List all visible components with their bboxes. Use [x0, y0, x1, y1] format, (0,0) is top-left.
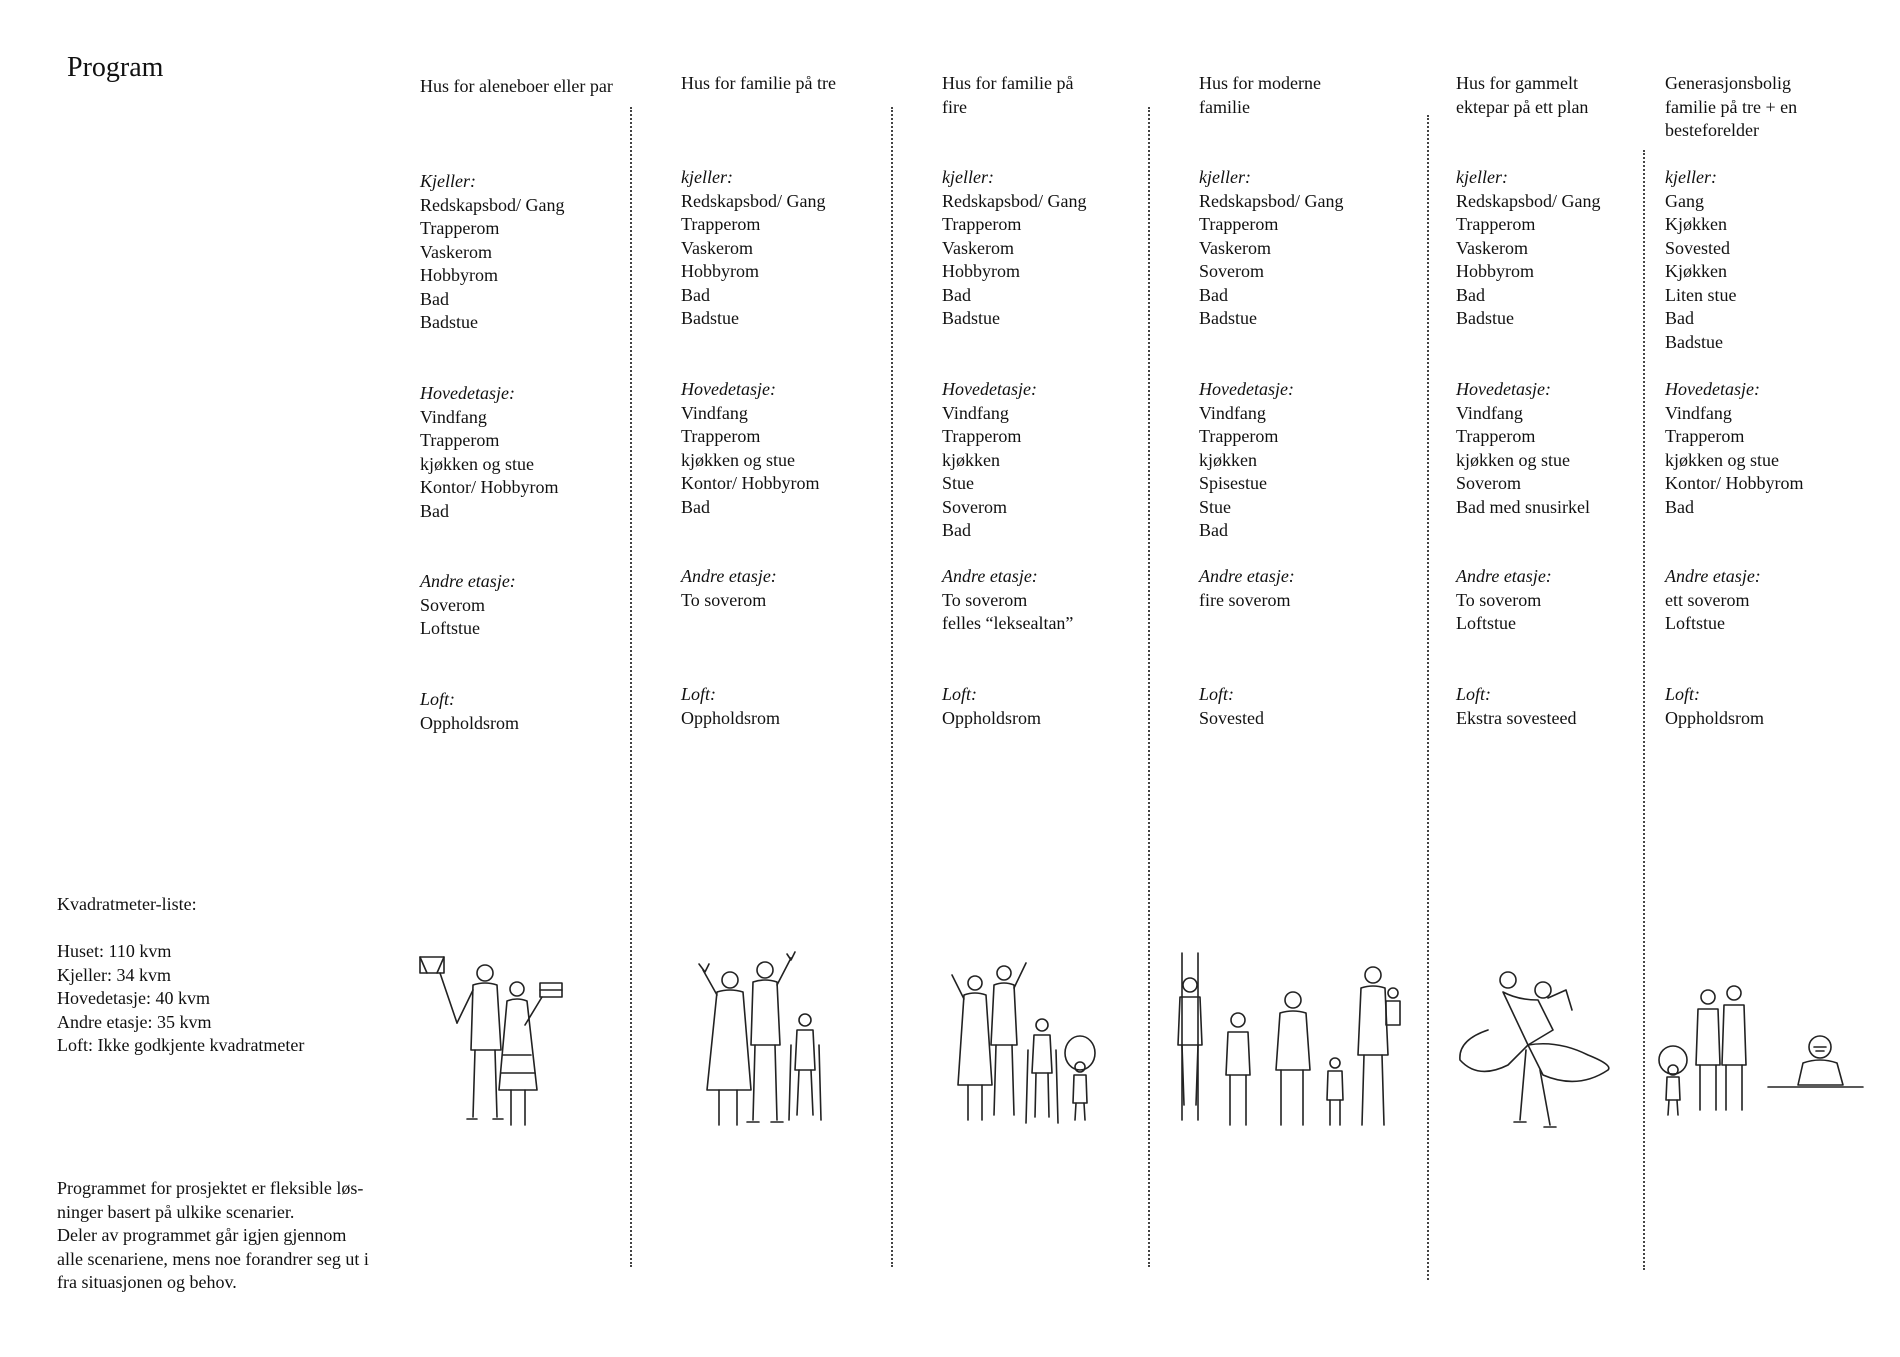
section-label: Loft:: [1665, 684, 1701, 704]
old-couple-dancing-figure: [1448, 970, 1618, 1145]
room-item: Trapperom: [1456, 426, 1536, 446]
room-item: Trapperom: [420, 430, 500, 450]
room-item: Badstue: [1199, 308, 1257, 328]
section-label: Andre etasje:: [1456, 566, 1552, 586]
section-second-floor: [420, 570, 650, 641]
room-item: Vindfang: [942, 402, 1009, 423]
section-label: Andre etasje:: [420, 571, 516, 591]
room-item: Vaskerom: [681, 237, 753, 258]
section-main-floor: [942, 378, 1172, 543]
description-line: fra situasjonen og behov.: [57, 1272, 237, 1292]
column-heading: Hus for aleneboer eller par: [420, 76, 613, 96]
section-label: Loft:: [420, 689, 456, 709]
room-item: Bad: [942, 520, 971, 540]
section-label: Andre etasje:: [681, 566, 777, 586]
section-label: Hovedetasje:: [942, 379, 1037, 399]
room-item: Trapperom: [420, 218, 500, 238]
room-item: Vindfang: [1199, 402, 1266, 423]
room-item: Trapperom: [1199, 214, 1279, 234]
description-line: Deler av programmet går igjen gjennom: [57, 1225, 347, 1245]
room-item: Vindfang: [1665, 402, 1732, 423]
room-item: ett soverom: [1665, 589, 1750, 610]
room-item: Trapperom: [1665, 426, 1745, 446]
room-item: To soverom: [681, 589, 767, 610]
section-main-floor: [681, 378, 911, 519]
section-label: Hovedetasje:: [420, 383, 515, 403]
generation-family-figure: [1648, 985, 1868, 1125]
column-heading: Hus for familie på tre: [681, 73, 836, 93]
room-item: To soverom: [1456, 589, 1542, 610]
section-attic: [1665, 683, 1895, 730]
section-label: kjeller:: [681, 167, 733, 187]
room-item: Trapperom: [942, 214, 1022, 234]
room-item: Oppholdsrom: [1665, 707, 1764, 728]
section-label: Loft:: [681, 684, 717, 704]
room-item: Loftstue: [1456, 613, 1516, 633]
room-item: Redskapsbod/ Gang: [420, 194, 565, 215]
room-item: kjøkken og stue: [420, 453, 534, 474]
room-item: Soverom: [1456, 473, 1521, 493]
section-label: Andre etasje:: [1665, 566, 1761, 586]
area-list-item: Huset: 110 kvm: [57, 941, 172, 961]
section-label: kjeller:: [942, 167, 994, 187]
section-label: Andre etasje:: [1199, 566, 1295, 586]
section-attic: [420, 688, 650, 735]
room-item: Badstue: [942, 308, 1000, 328]
room-item: Oppholdsrom: [942, 707, 1041, 728]
room-item: kjøkken og stue: [1665, 449, 1779, 470]
area-list-item: Loft: Ikke godkjente kvadratmeter: [57, 1035, 305, 1055]
room-item: Hobbyrom: [942, 261, 1020, 281]
area-list-item: Hovedetasje: 40 kvm: [57, 988, 210, 1008]
room-item: Loftstue: [420, 618, 480, 638]
section-label: kjeller:: [1199, 167, 1251, 187]
section-second-floor: [1456, 565, 1686, 636]
column-heading: Generasjonsbolig familie på tre + en besteforelder: [1665, 73, 1798, 140]
room-item: Bad: [1456, 284, 1485, 305]
room-item: Soverom: [1199, 261, 1264, 281]
room-item: Oppholdsrom: [681, 707, 780, 728]
section-second-floor: [681, 565, 911, 612]
section-main-floor: [1199, 378, 1429, 543]
section-second-floor: [942, 565, 1172, 636]
section-main-floor: [1456, 378, 1686, 519]
section-label: Loft:: [942, 684, 978, 704]
room-item: Oppholdsrom: [420, 712, 519, 733]
column-heading: Hus for moderne familie: [1199, 73, 1321, 117]
page-title: Program: [67, 52, 164, 83]
program-description: [57, 1177, 369, 1295]
area-list-item: Kjeller: 34 kvm: [57, 964, 171, 985]
room-item: Trapperom: [1456, 214, 1536, 234]
room-item: Bad med snusirkel: [1456, 496, 1590, 517]
room-item: kjøkken: [942, 449, 1000, 470]
section-label: Hovedetasje:: [681, 379, 776, 399]
area-list-title: Kvadratmeter-liste:: [57, 894, 197, 914]
section-attic: [1456, 683, 1686, 730]
room-item: Liten stue: [1665, 284, 1737, 305]
room-item: Trapperom: [1199, 426, 1279, 446]
description-line: ninger basert på ulkike scenarier.: [57, 1201, 295, 1222]
room-item: Sovested: [1665, 237, 1730, 258]
column-divider: [1643, 150, 1645, 1270]
room-item: Redskapsbod/ Gang: [681, 190, 826, 211]
section-label: Hovedetasje:: [1199, 379, 1294, 399]
area-list-item: Andre etasje: 35 kvm: [57, 1011, 212, 1032]
room-item: Redskapsbod/ Gang: [942, 190, 1087, 211]
room-item: Badstue: [1456, 308, 1514, 328]
section-attic: [1199, 683, 1429, 730]
column-divider: [891, 107, 893, 1267]
column-heading: Hus for gammelt ektepar på ett plan: [1456, 73, 1589, 117]
family-of-four-figure: [940, 955, 1110, 1140]
room-item: Bad: [1665, 308, 1694, 328]
section-label: Hovedetasje:: [1456, 379, 1551, 399]
section-basement: [681, 166, 911, 331]
room-item: Trapperom: [681, 214, 761, 234]
room-item: Bad: [1199, 520, 1228, 540]
section-main-floor: [420, 382, 650, 523]
room-item: Stue: [942, 473, 975, 493]
room-item: Kontor/ Hobbyrom: [1665, 473, 1804, 493]
room-item: felles “leksealtan”: [942, 613, 1074, 633]
section-second-floor: [1199, 565, 1429, 612]
column-divider: [630, 107, 632, 1267]
room-item: Kjøkken: [1665, 214, 1727, 234]
room-item: Sovested: [1199, 707, 1264, 728]
room-item: Vindfang: [681, 402, 748, 423]
section-label: Loft:: [1456, 684, 1492, 704]
section-second-floor: [1665, 565, 1895, 636]
section-label: Hovedetasje:: [1665, 379, 1760, 399]
room-item: Bad: [420, 288, 449, 309]
room-item: Bad: [681, 496, 710, 517]
room-item: Bad: [1665, 496, 1694, 517]
room-item: Hobbyrom: [681, 261, 759, 281]
room-item: Kontor/ Hobbyrom: [420, 477, 559, 497]
room-item: Bad: [420, 500, 449, 521]
room-item: Kjøkken: [1665, 261, 1727, 281]
section-attic: [681, 683, 911, 730]
room-item: Badstue: [681, 308, 739, 328]
section-label: Loft:: [1199, 684, 1235, 704]
section-main-floor: [1665, 378, 1895, 519]
column-heading: Hus for familie på fire: [942, 73, 1074, 117]
couple-with-flags-figure: [415, 955, 565, 1140]
section-basement: [1199, 166, 1429, 331]
room-item: Gang: [1665, 190, 1704, 211]
room-item: Soverom: [420, 594, 485, 615]
section-attic: [942, 683, 1172, 730]
section-basement: [420, 170, 650, 335]
room-item: Bad: [1199, 284, 1228, 305]
section-basement: [942, 166, 1172, 331]
section-basement: [1665, 166, 1895, 354]
description-line: Programmet for prosjektet er fleksible løs-: [57, 1178, 364, 1198]
section-label: kjeller:: [1456, 167, 1508, 187]
room-item: Stue: [1199, 496, 1232, 517]
room-item: Ekstra sovesteed: [1456, 707, 1577, 728]
room-item: Trapperom: [942, 426, 1022, 446]
room-item: kjøkken: [1199, 449, 1257, 470]
family-of-three-figure: [685, 950, 835, 1140]
room-item: Spisestue: [1199, 473, 1268, 493]
section-label: Kjeller:: [420, 171, 476, 191]
room-item: Kontor/ Hobbyrom: [681, 473, 820, 493]
room-item: Redskapsbod/ Gang: [1199, 190, 1344, 211]
room-item: Vaskerom: [1456, 237, 1528, 258]
column-divider: [1148, 107, 1150, 1267]
room-item: fire soverom: [1199, 589, 1291, 610]
column-divider: [1427, 115, 1429, 1280]
room-item: Badstue: [420, 312, 478, 332]
modern-family-figure: [1168, 945, 1418, 1140]
room-item: Vaskerom: [942, 237, 1014, 258]
description-line: alle scenariene, mens noe forandrer seg ut i: [57, 1248, 369, 1269]
area-list: [57, 893, 304, 1058]
room-item: Redskapsbod/ Gang: [1456, 190, 1601, 211]
room-item: Hobbyrom: [1456, 261, 1534, 281]
room-item: Vindfang: [420, 406, 487, 427]
room-item: Badstue: [1665, 331, 1723, 352]
room-item: Vindfang: [1456, 402, 1523, 423]
room-item: Hobbyrom: [420, 265, 498, 285]
room-item: kjøkken og stue: [1456, 449, 1570, 470]
room-item: Trapperom: [681, 426, 761, 446]
room-item: Bad: [942, 284, 971, 305]
section-label: kjeller:: [1665, 167, 1717, 187]
room-item: To soverom: [942, 589, 1028, 610]
room-item: Loftstue: [1665, 613, 1725, 633]
section-label: Andre etasje:: [942, 566, 1038, 586]
room-item: Soverom: [942, 496, 1007, 517]
section-basement: [1456, 166, 1686, 331]
room-item: Vaskerom: [1199, 237, 1271, 258]
room-item: Bad: [681, 284, 710, 305]
room-item: Vaskerom: [420, 241, 492, 262]
room-item: kjøkken og stue: [681, 449, 795, 470]
